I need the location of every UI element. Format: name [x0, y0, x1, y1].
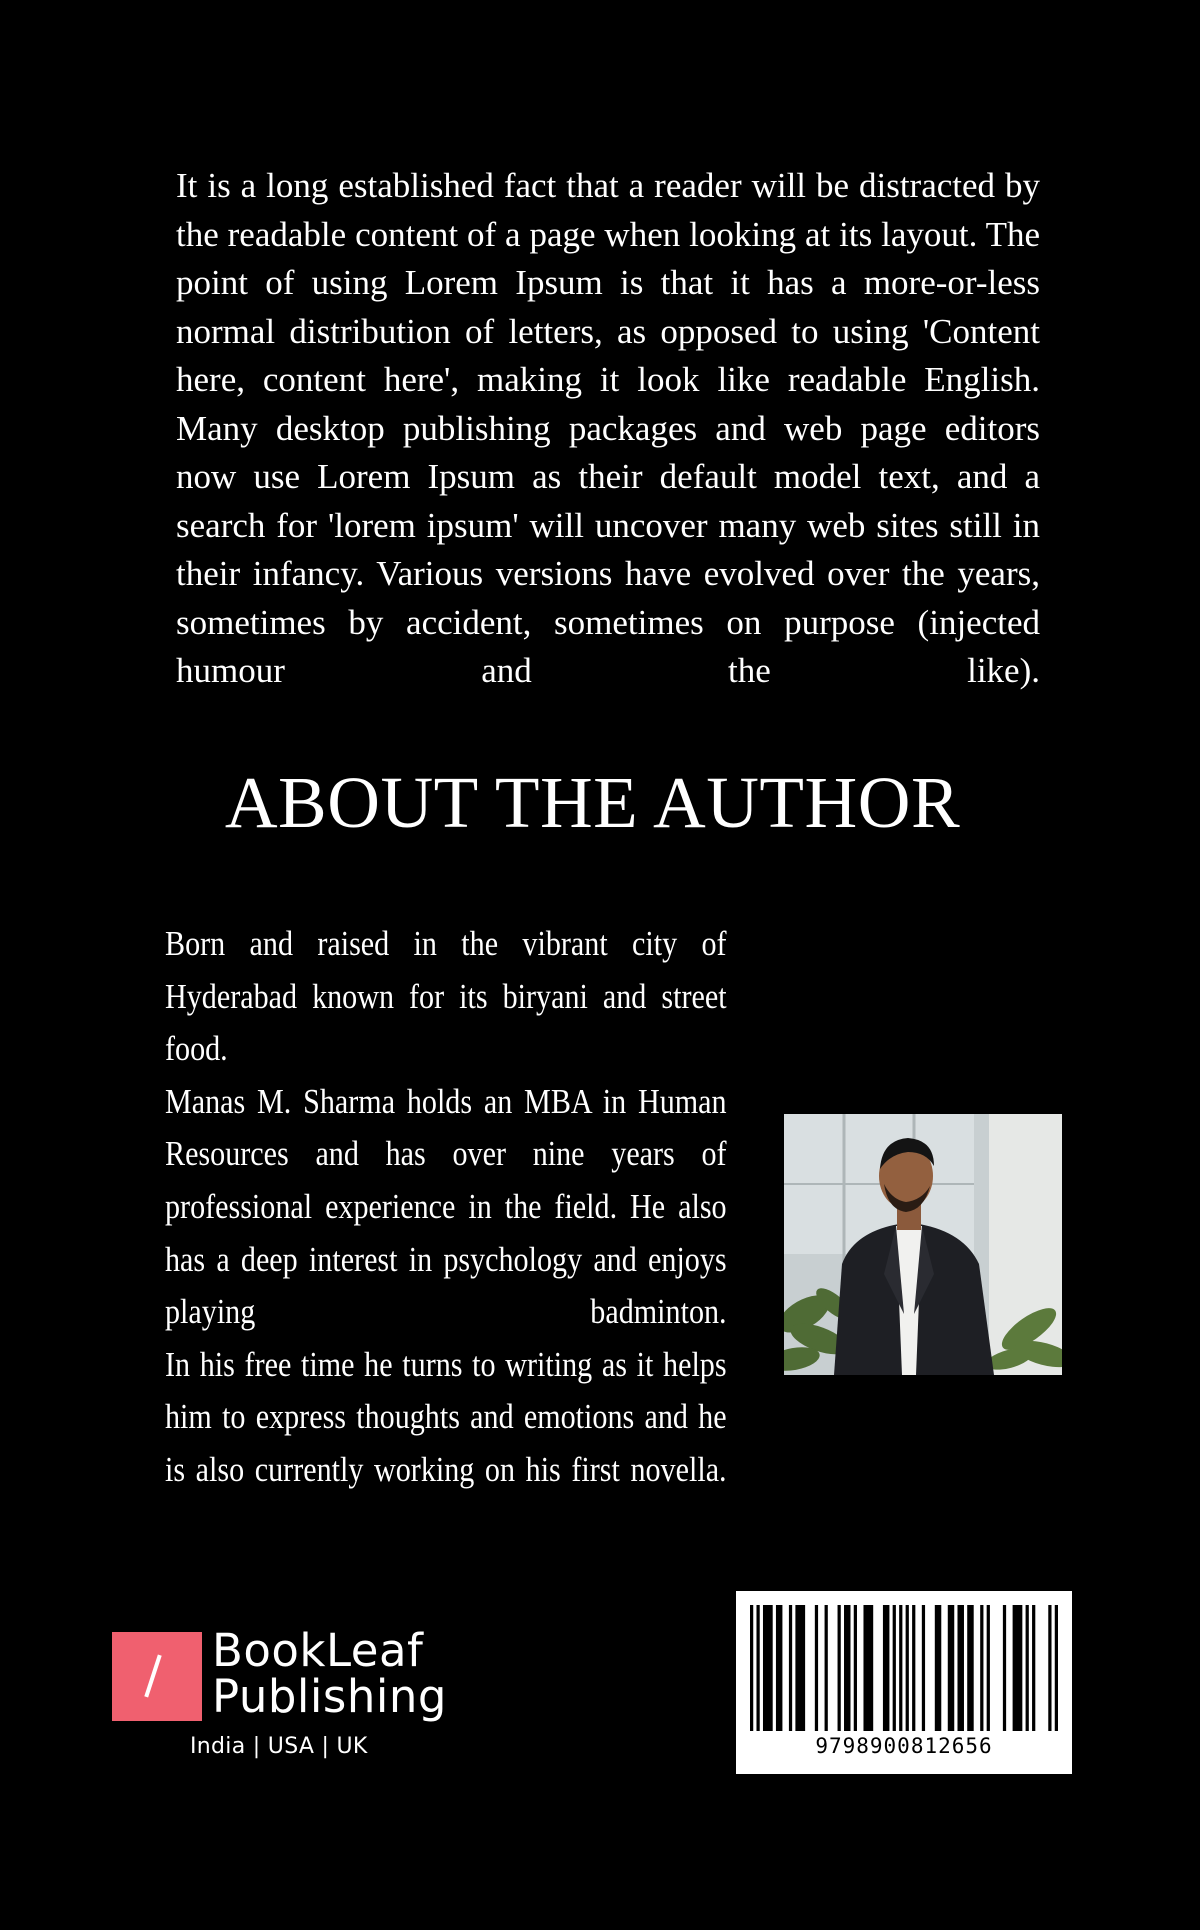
- back-cover-blurb: It is a long established fact that a reader will be distracted by the readable content of a page when looking at its layout. The point of using Lorem Ipsum is that it has a more-or-less normal distribution of letters, as opposed to using 'Content here, content here', making it look like readable English. Many desktop publishing packages and web page editors now use Lorem Ipsum as their default model text, and a search for 'lorem ipsum' will uncover many web sites still in their infancy. Various versions have evolved over the years, sometimes by accident, sometimes on purpose (injected humour and the like).: [176, 166, 1040, 690]
- barcode-bar: [825, 1605, 828, 1731]
- bio-paragraph-career: Manas M. Sharma holds an MBA in Human Resources and has over nine years of professional experience in the field. He also has a deep interest in psychology and enjoys playing badminton.: [165, 1081, 727, 1332]
- barcode-bar: [815, 1605, 818, 1731]
- barcode-bar: [838, 1605, 841, 1731]
- barcode-bar: [922, 1605, 925, 1731]
- barcode-bar: [1003, 1605, 1006, 1731]
- barcode-bar: [1013, 1605, 1023, 1731]
- bio-paragraph-writing: In his free time he turns to writing as it helps him to express thoughts and emotions and he is also currently working on his first novella.: [165, 1344, 727, 1489]
- barcode-bar: [776, 1605, 782, 1731]
- barcode-bar: [756, 1605, 759, 1731]
- barcode-bar: [980, 1605, 983, 1731]
- author-bio: [165, 918, 727, 1497]
- barcode-bar: [906, 1605, 909, 1731]
- publisher-logo: [112, 1626, 472, 1776]
- isbn-number: 9798900812656: [815, 1734, 993, 1758]
- bio-paragraph-origin: Born and raised in the vibrant city of Hyderabad known for its biryani and street food.: [165, 924, 727, 1069]
- barcode-bar: [763, 1605, 773, 1731]
- barcode-bar: [935, 1605, 941, 1731]
- barcode-bar: [948, 1605, 954, 1731]
- author-photo: [784, 1114, 1062, 1375]
- barcode-bar: [750, 1605, 753, 1731]
- author-photo-illustration: [784, 1114, 1062, 1375]
- barcode-bar: [912, 1605, 915, 1731]
- slash-icon: [144, 1654, 161, 1697]
- barcode-bar: [1055, 1605, 1058, 1731]
- barcode-bar: [795, 1605, 805, 1731]
- barcode-bars: [750, 1605, 1058, 1731]
- barcode-bar: [957, 1605, 963, 1731]
- barcode-bar: [967, 1605, 973, 1731]
- barcode-bar: [883, 1605, 889, 1731]
- publisher-name-line-1: BookLeaf: [212, 1624, 424, 1677]
- barcode-bar: [1026, 1605, 1029, 1731]
- barcode-bar: [899, 1605, 902, 1731]
- barcode-bar: [987, 1605, 990, 1731]
- publisher-regions: India | USA | UK: [190, 1734, 368, 1759]
- publisher-mark: [112, 1632, 202, 1721]
- about-author-heading: ABOUT THE AUTHOR: [224, 762, 961, 843]
- barcode-bar: [789, 1605, 792, 1731]
- barcode-bar: [1032, 1605, 1035, 1731]
- barcode-bar: [863, 1605, 873, 1731]
- barcode-bar: [844, 1605, 850, 1731]
- isbn-barcode: [736, 1591, 1072, 1774]
- barcode-bar: [893, 1605, 896, 1731]
- barcode-bar: [1048, 1605, 1051, 1731]
- publisher-name-line-2: Publishing: [212, 1670, 447, 1723]
- barcode-bar: [854, 1605, 857, 1731]
